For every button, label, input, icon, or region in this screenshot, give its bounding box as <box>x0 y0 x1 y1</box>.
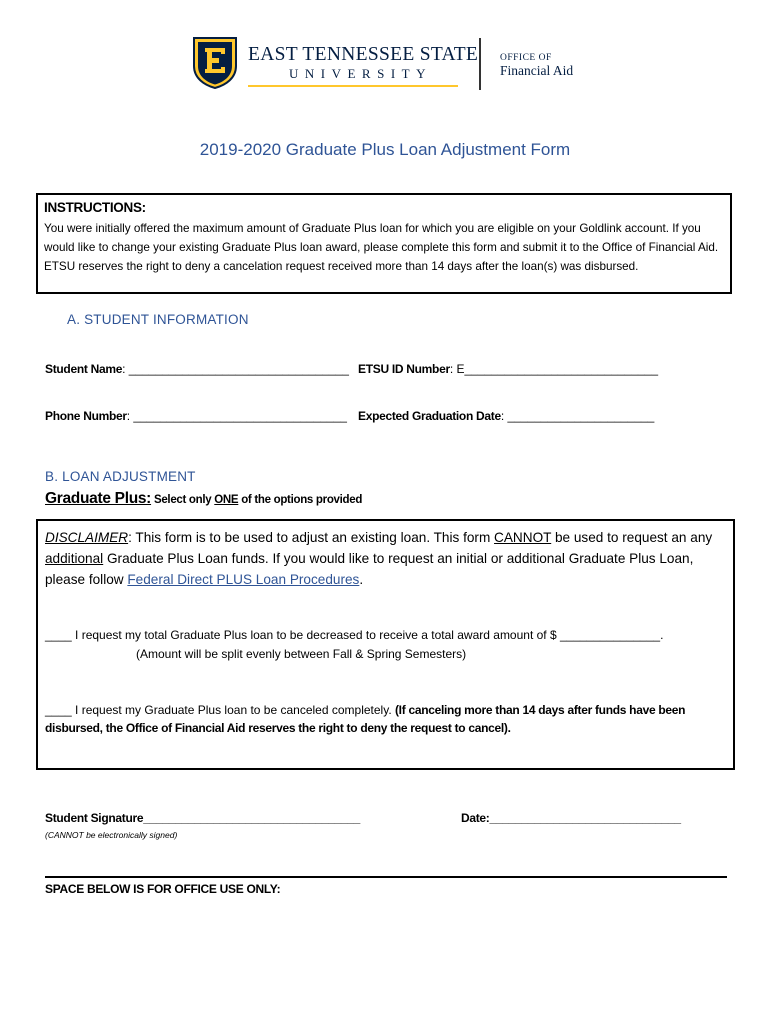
option-decrease-note: (Amount will be split evenly between Fall & Spring Semesters) <box>136 647 467 661</box>
graduation-date-label: Expected Graduation Date <box>358 409 501 423</box>
student-name-blank[interactable]: : _________________________________ <box>122 362 349 376</box>
student-name-field[interactable] <box>45 362 349 376</box>
disclaimer-part-1: : This form is to be used to adjust an existing loan. This form <box>128 530 495 545</box>
date-blank[interactable]: ______________________________ <box>489 811 681 825</box>
student-signature-field[interactable] <box>45 811 360 825</box>
option-decrease-loan[interactable]: ____ I request my total Graduate Plus loan to be decreased to receive a total award amount of $ _______________. <box>45 628 664 642</box>
university-subtitle: UNIVERSITY <box>289 66 432 81</box>
etsu-id-label: ETSU ID Number <box>358 362 450 376</box>
instructions-heading: INSTRUCTIONS: <box>44 200 146 215</box>
phone-number-label: Phone Number <box>45 409 127 423</box>
plus-loan-procedures-link[interactable]: Federal Direct PLUS Loan Procedures <box>127 572 360 587</box>
cannot-emphasis: CANNOT <box>494 530 552 545</box>
option-cancel-loan[interactable] <box>45 701 729 737</box>
office-use-divider <box>45 876 727 878</box>
disclaimer-text <box>45 527 729 590</box>
graduate-plus-label: Graduate Plus: <box>45 490 152 507</box>
gold-divider <box>248 85 458 87</box>
student-signature-blank[interactable]: __________________________________ <box>143 811 360 825</box>
disclaimer-end: . <box>359 572 364 587</box>
university-name: EAST TENNESSEE STATE <box>248 44 479 65</box>
disclaimer-part-2: be used to request an any <box>551 530 713 545</box>
disclaimer-label: DISCLAIMER <box>45 530 129 545</box>
etsu-id-field[interactable] <box>358 362 658 376</box>
phone-number-blank[interactable]: : ________________________________ <box>126 409 347 423</box>
office-name: Financial Aid <box>500 63 574 78</box>
instructions-text: You were initially offered the maximum amount of Graduate Plus loan for which you are eligible on your Goldlink account. If you would like to change your existing Graduate Plus loan award, please complete this form and submit it to the Office of Financial Aid. ETSU reserves the right to deny a cancelation request received more than 14 days after the loan(s) was disbursed. <box>44 222 719 273</box>
form-title: 2019-2020 Graduate Plus Loan Adjustment Form <box>199 140 571 159</box>
option-cancel-text: ____ I request my Graduate Plus loan to be canceled completely. <box>45 703 395 717</box>
graduate-plus-line <box>45 490 362 508</box>
etsu-id-blank[interactable]: : E_____________________________ <box>449 362 659 376</box>
additional-emphasis: additional <box>45 551 104 566</box>
phone-number-field[interactable] <box>45 409 347 423</box>
graduation-date-field[interactable] <box>358 409 654 423</box>
office-of-label: OFFICE OF <box>500 53 552 63</box>
student-signature-label: Student Signature <box>45 811 144 825</box>
signature-note: (CANNOT be electronically signed) <box>45 830 178 840</box>
header-vertical-divider <box>479 38 481 90</box>
graduation-date-blank[interactable]: : ______________________ <box>500 409 655 423</box>
select-post: of the options provided <box>238 494 363 506</box>
select-pre: Select only <box>151 494 215 506</box>
section-a-heading: A. STUDENT INFORMATION <box>67 312 249 327</box>
option-cancel-warning: (If canceling more than 14 days after funds have been disbursed, the Office of Financial Aid reserves the right to deny the request to cancel). <box>45 703 686 735</box>
section-b-heading: B. LOAN ADJUSTMENT <box>45 469 196 484</box>
date-label: Date: <box>461 811 490 825</box>
select-one: ONE <box>214 494 239 506</box>
office-use-label: SPACE BELOW IS FOR OFFICE USE ONLY: <box>45 882 281 896</box>
etsu-shield-e-icon <box>192 36 238 90</box>
disclaimer-part-3: Graduate Plus Loan funds. If you would like to request an initial or additional Graduate Plus Loan, please follow <box>45 551 694 587</box>
student-name-label: Student Name <box>45 362 123 376</box>
date-field[interactable] <box>461 811 681 825</box>
